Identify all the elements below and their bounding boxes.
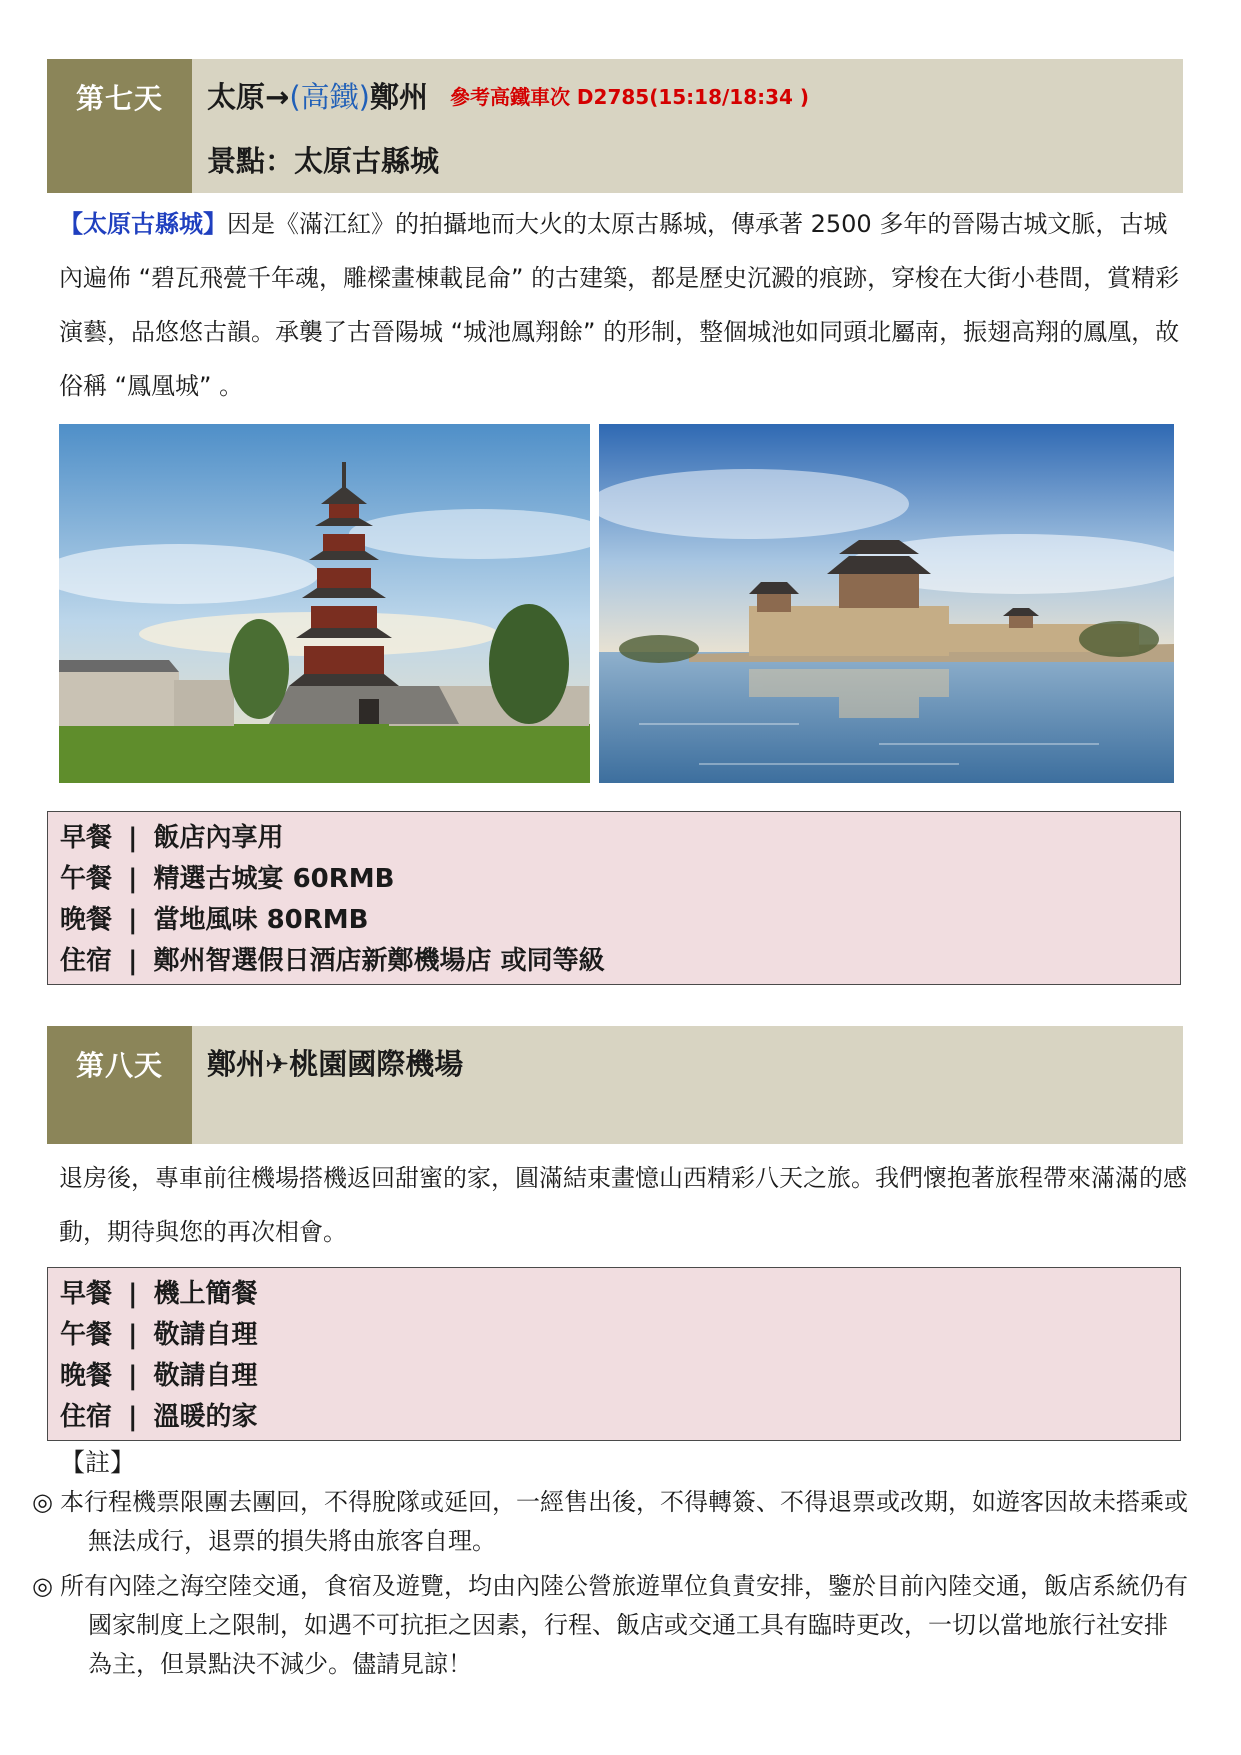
meal-label: 晚餐	[60, 1361, 113, 1391]
day7-meal-box	[47, 811, 1181, 985]
meal-value: 鄭州智選假日酒店新鄭機場店 或同等級	[153, 946, 605, 976]
meal-value: 精選古城宴 60RMB	[153, 864, 395, 894]
day7-description	[59, 197, 1189, 413]
meal-row	[60, 1315, 1180, 1356]
day8-header	[47, 1026, 1183, 1144]
day7-header	[47, 59, 1183, 193]
meal-row	[60, 859, 1180, 900]
meal-separator: |	[128, 946, 138, 976]
day7-route	[207, 75, 809, 116]
meal-label: 早餐	[60, 823, 113, 853]
meal-value: 溫暖的家	[153, 1402, 258, 1432]
meal-value: 敬請自理	[153, 1320, 258, 1350]
meal-row	[60, 1356, 1180, 1397]
meal-label: 住宿	[60, 946, 113, 976]
meal-label: 早餐	[60, 1279, 113, 1309]
day7-badge: 第七天	[47, 59, 192, 193]
route-to: 鄭州	[369, 80, 428, 114]
day8-badge: 第八天	[47, 1026, 192, 1144]
sight-text: 因是《滿江紅》的拍攝地而大火的太原古縣城，傳承著 2500 多年的晉陽古城文脈，古城內遍佈 “碧瓦飛甍千年魂，雕樑畫棟載昆侖” 的古建築，都是歷史沉澱的痕跡，穿梭在大街小巷間，賞精彩演藝，品悠悠古韻。承襲了古晉陽城 “城池鳳翔餘” 的形制，整個城池如同頭北屬南，振翅高翔的鳳凰，故俗稱 “鳳凰城” 。	[59, 210, 1180, 400]
meal-label: 午餐	[60, 1320, 113, 1350]
pagoda-illustration	[59, 424, 590, 783]
meal-separator: |	[128, 1279, 138, 1309]
meal-value: 飯店內享用	[153, 823, 284, 853]
sight-tag: 【太原古縣城】	[59, 210, 227, 238]
city-wall-illustration	[599, 424, 1174, 783]
meal-value: 當地風味 80RMB	[153, 905, 369, 935]
pagoda-photo	[59, 424, 590, 783]
notes-title: 【註】	[60, 1448, 136, 1477]
train-reference: 參考高鐵車次 D2785(15:18/18:34 )	[449, 85, 810, 109]
meal-row	[60, 900, 1180, 941]
meal-label: 晚餐	[60, 905, 113, 935]
route-from: 太原→	[207, 80, 290, 114]
note-text: 所有內陸之海空陸交通，食宿及遊覽，均由內陸公營旅遊單位負責安排，鑒於目前內陸交通，飯店系統仍有國家制度上之限制，如遇不可抗拒之因素，行程、飯店或交通工具有臨時更改，一切以當地旅行社安排為主，但景點決不減少。儘請見諒！	[60, 1572, 1188, 1678]
meal-value: 機上簡餐	[153, 1279, 258, 1309]
meal-value: 敬請自理	[153, 1361, 258, 1391]
meal-row	[60, 818, 1180, 859]
day8-meal-box	[47, 1267, 1181, 1441]
meal-separator: |	[128, 823, 138, 853]
day8-route: 鄭州✈桃園國際機場	[207, 1047, 464, 1081]
day8-description: 退房後，專車前往機場搭機返回甜蜜的家，圓滿結束畫憶山西精彩八天之旅。我們懷抱著旅程帶來滿滿的感動，期待與您的再次相會。	[59, 1164, 1187, 1246]
route-mode: (高鐵)	[289, 80, 370, 114]
meal-row	[60, 1274, 1180, 1315]
meal-separator: |	[128, 864, 138, 894]
meal-label: 住宿	[60, 1402, 113, 1432]
note-text: 本行程機票限團去團回，不得脫隊或延回，一經售出後，不得轉簽、不得退票或改期，如遊客因故未搭乘或無法成行，退票的損失將由旅客自理。	[60, 1488, 1188, 1555]
meal-row	[60, 1397, 1180, 1438]
meal-separator: |	[128, 1361, 138, 1391]
meal-separator: |	[128, 1402, 138, 1432]
meal-separator: |	[128, 905, 138, 935]
meal-row	[60, 941, 1180, 982]
day7-sights: 景點：太原古縣城	[207, 144, 440, 178]
note-item: ◎ 所有內陸之海空陸交通，食宿及遊覽，均由內陸公營旅遊單位負責安排，鑒於目前內陸交通，飯店系統仍有國家制度上之限制，如遇不可抗拒之因素，行程、飯店或交通工具有臨時更改，一切以當地旅行社安排為主，但景點決不減少。儘請見諒！	[32, 1572, 1188, 1678]
meal-label: 午餐	[60, 864, 113, 894]
city-wall-photo	[599, 424, 1174, 783]
note-item: ◎ 本行程機票限團去團回，不得脫隊或延回，一經售出後，不得轉簽、不得退票或改期，如遊客因故未搭乘或無法成行，退票的損失將由旅客自理。	[32, 1488, 1188, 1555]
meal-separator: |	[128, 1320, 138, 1350]
